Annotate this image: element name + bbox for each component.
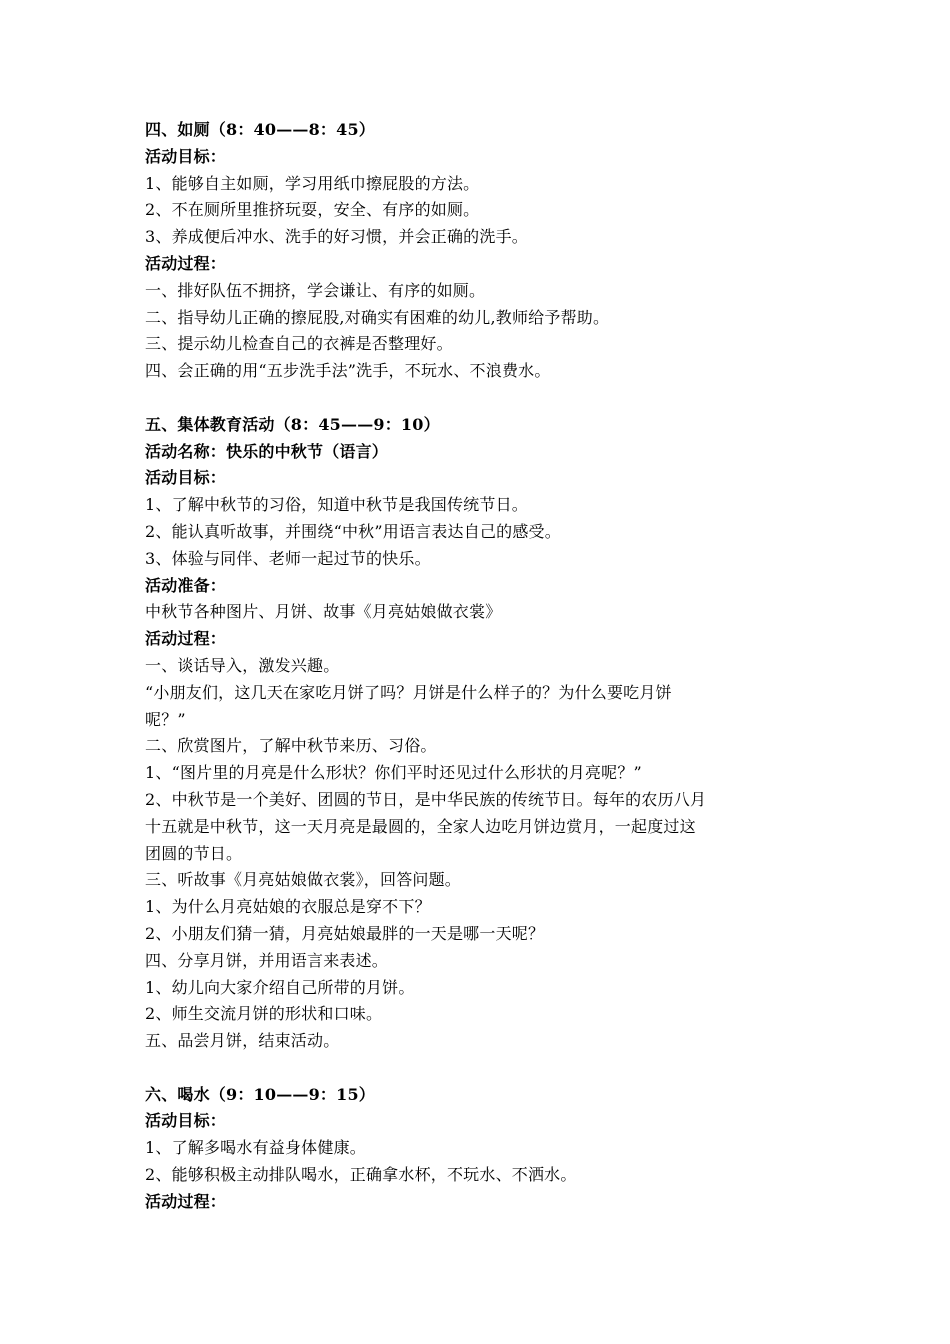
process-item: 1、幼儿向大家介绍自己所带的月饼。 [145, 977, 415, 997]
section-title-drink-water: 六、喝水（9：10——9：15） [145, 1084, 375, 1104]
process-item: 呢？” [145, 709, 186, 729]
process-item: 2、中秋节是一个美好、团圆的节日，是中华民族的传统节日。每年的农历八月 [145, 789, 707, 809]
prep-text: 中秋节各种图片、月饼、故事《月亮姑娘做衣裳》 [145, 602, 502, 622]
goals-heading: 活动目标： [145, 146, 227, 166]
process-item: 一、谈话导入，激发兴趣。 [145, 655, 340, 675]
process-item: 四、分享月饼，并用语言来表述。 [145, 950, 389, 970]
goal-item: 3、体验与同伴、老师一起过节的快乐。 [145, 548, 431, 568]
process-item: 团圆的节日。 [145, 843, 243, 863]
process-item: 三、提示幼儿检查自己的衣裤是否整理好。 [145, 334, 453, 354]
section-spacer [145, 385, 825, 412]
process-item: 2、师生交流月饼的形状和口味。 [145, 1004, 383, 1024]
goals-heading: 活动目标： [145, 1111, 227, 1131]
goal-item: 1、能够自主如厕，学习用纸巾擦屁股的方法。 [145, 173, 480, 193]
goal-item: 1、了解多喝水有益身体健康。 [145, 1138, 366, 1158]
goal-item: 1、了解中秋节的习俗，知道中秋节是我国传统节日。 [145, 495, 528, 515]
goal-item: 2、不在厕所里推挤玩耍，安全、有序的如厕。 [145, 200, 480, 220]
process-item: 十五就是中秋节，这一天月亮是最圆的，全家人边吃月饼边赏月，一起度过这 [145, 816, 696, 836]
process-item: “小朋友们，这几天在家吃月饼了吗？月饼是什么样子的？为什么要吃月饼 [145, 682, 672, 702]
goal-item: 2、能认真听故事，并围绕“中秋”用语言表达自己的感受。 [145, 521, 561, 541]
section-spacer [145, 1055, 825, 1082]
section-title-group-activity: 五、集体教育活动（8：45——9：10） [145, 414, 440, 434]
process-item: 五、品尝月饼，结束活动。 [145, 1031, 340, 1051]
process-item: 二、指导幼儿正确的擦屁股,对确实有困难的幼儿,教师给予帮助。 [145, 307, 610, 327]
process-item: 二、欣赏图片，了解中秋节来历、习俗。 [145, 736, 437, 756]
process-item: 三、听故事《月亮姑娘做衣裳》，回答问题。 [145, 870, 462, 890]
goals-heading: 活动目标： [145, 468, 227, 488]
prep-heading: 活动准备： [145, 575, 227, 595]
process-heading: 活动过程： [145, 253, 227, 273]
process-item: 一、排好队伍不拥挤，学会谦让、有序的如厕。 [145, 280, 486, 300]
goal-item: 2、能够积极主动排队喝水，正确拿水杯，不玩水、不洒水。 [145, 1165, 577, 1185]
process-item: 四、会正确的用“五步洗手法”洗手，不玩水、不浪费水。 [145, 361, 551, 381]
process-heading: 活动过程： [145, 1191, 227, 1211]
section-title-toilet: 四、如厕（8：40——8：45） [145, 120, 375, 139]
process-item: 1、为什么月亮姑娘的衣服总是穿不下？ [145, 897, 431, 917]
process-heading: 活动过程： [145, 629, 227, 649]
activity-name: 活动名称：快乐的中秋节（语言） [145, 441, 389, 461]
process-item: 1、“图片里的月亮是什么形状？你们平时还见过什么形状的月亮呢？” [145, 763, 642, 783]
document-page [145, 117, 825, 1216]
goal-item: 3、养成便后冲水、洗手的好习惯，并会正确的洗手。 [145, 227, 528, 247]
process-item: 2、小朋友们猜一猜，月亮姑娘最胖的一天是哪一天呢？ [145, 923, 545, 943]
